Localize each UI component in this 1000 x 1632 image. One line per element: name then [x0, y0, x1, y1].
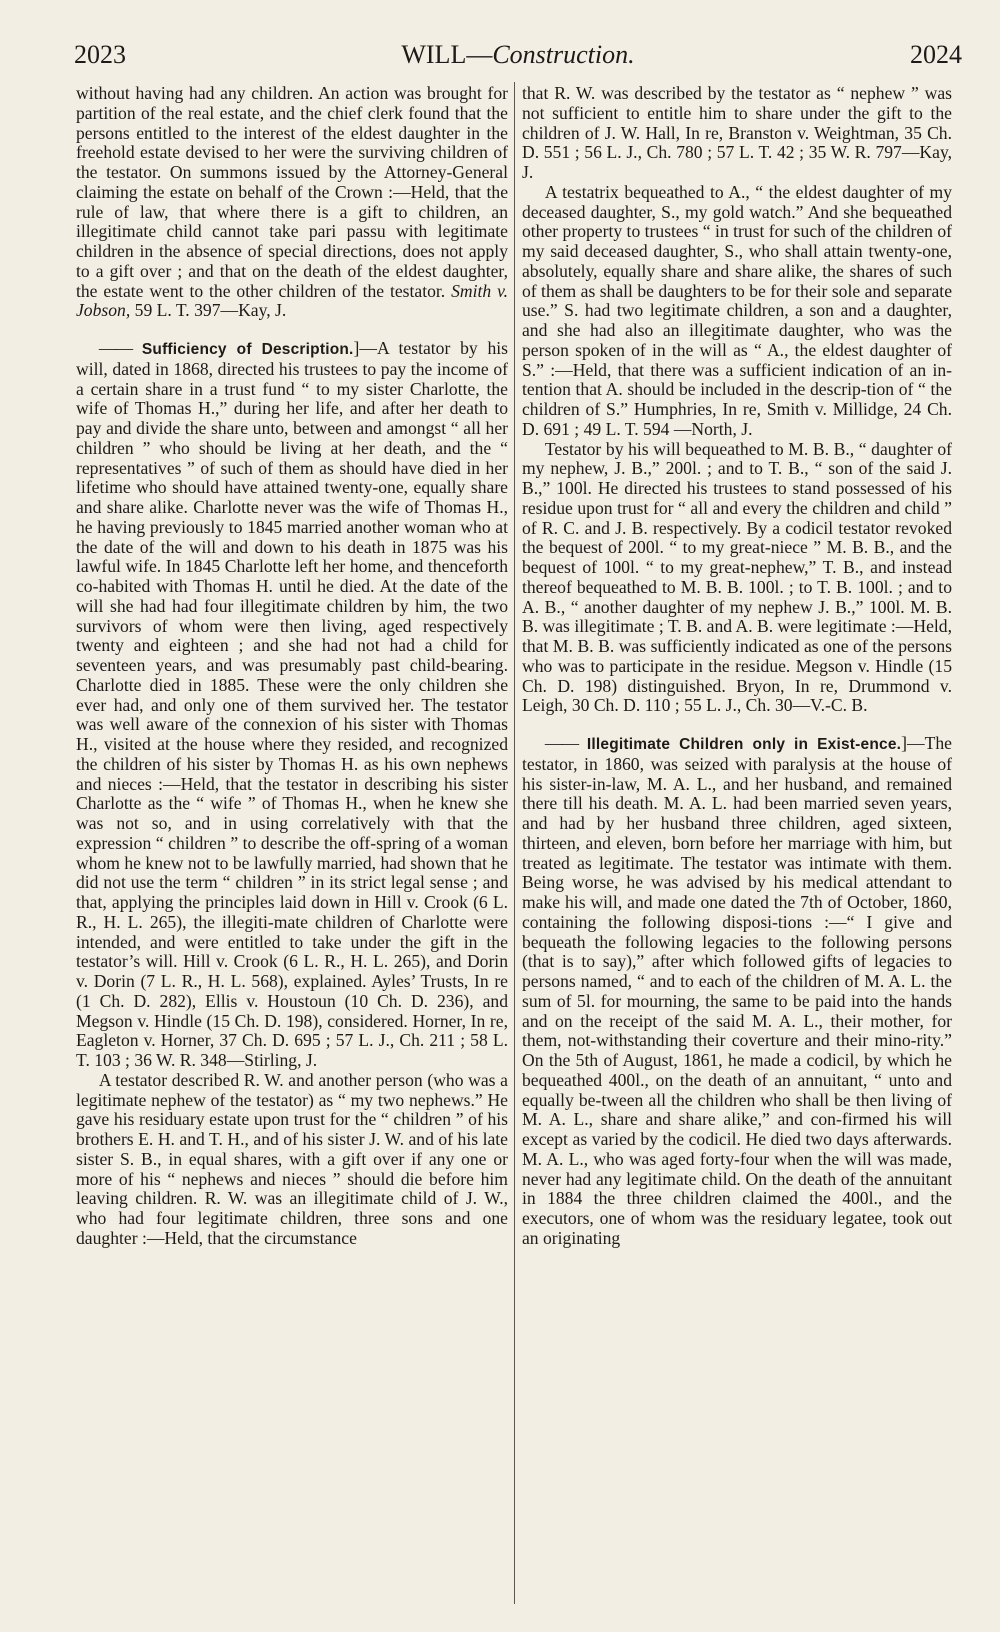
- page-number-right: 2024: [909, 40, 962, 69]
- left-paragraph-2-text: ]—A testator by his will, dated in 1868, directed his trustees to pay the income of a certain share in a trust fund “ to my sister Charlotte, the wife of Thomas H.,” during her life, and after her death to pay and divide the share unto, between and amongst “ all her children ” who should be living at her death, and the “ representatives ” of such of them as should have died in her lifetime who should have attained twenty-one, equally share and share alike. Charlotte never was the wife of Thomas H., he having previously to 1845 married another woman who at the date of the will and down to his death in 1875 was his lawful wife. In 1845 Charlotte left her home, and thenceforth co-habited with Thomas H. until he died. At the date of the will she had had four illegitimate children by him, the two survivors of whom were then living, aged respectively twenty and eighteen ; and she had not had a child for seventeen years, and was presumably past child-bearing. Charlotte died in 1885. These were the only children she ever had, and only one of them survived her. The testator was well aware of the connexion of his sister with Thomas H., visited at the house where they resided, and recognized the children of his sister by Thomas H. as his own nephews and nieces :—Held, that the testator in describing his sister Charlotte as the “ wife ” of Thomas H., when he knew she was not so, and in using correlatively with that the expression “ children ” to describe the off-spring of a woman whom he knew not to be lawfully married, had shown that he did not use the term “ children ” in its strict legal sense ; and that, applying the principles laid down in Hill v. Crook (6 L. R., H. L. 265), the illegiti-mate children of Charlotte were intended, and were entitled to take under the gift in the testator’s will. Hill v. Crook (6 L. R., H. L. 265), and Dorin v. Dorin (7 L. R., H. L. 568), explained. Ayles’ Trusts, In re (1 Ch. D. 282), Ellis v. Houstoun (10 Ch. D. 236), and Megson v. Hindle (15 Ch. D. 198), considered. Horner, In re, Eagleton v. Horner, 37 Ch. D. 695 ; 57 L. J., Ch. 211 ; 58 L. T. 103 ; 36 W. R. 348—Stirling, J.: [76, 338, 509, 1070]
- right-paragraph-4: [522, 734, 952, 1249]
- left-paragraph-1: [76, 84, 508, 321]
- right-column: [522, 84, 952, 1249]
- left-paragraph-1-text: without having had any children. An action was brought for partition of the real estate, and the chief clerk found that the persons entitled to the interest of the eldest daughter in the freehold estate devised to her were the surviving children of the testator. On summons issued by the Attorney-General claiming the estate on behalf of the Crown :—Held, that the rule of law, that where there is a gift to children, an illegitimate child cannot take pari passu with legitimate children in the absence of special directions, does not apply to a gift over ; and that on the death of the eldest daughter, the estate went to the other children of the testator.: [76, 83, 508, 301]
- section-heading-illegitimate: Illegitimate Children only in Exist-ence.: [586, 736, 902, 753]
- column-divider: [514, 82, 515, 1604]
- left-paragraph-3: A testator described R. W. and another person (who was a legitimate nephew of the testator) as “ my two nephews.” He gave his residuary estate upon trust for the “ children ” of his brothers E. H. and T. H., and of his sister J. W. and of his late sister S. B., in equal shares, with a gift over if any one or more of his “ nephews and nieces ” should die before him leaving children. R. W. was an illegitimate child of J. W., who had four legitimate children, three sons and one daughter :—Held, that the circumstance: [76, 1069, 508, 1248]
- page-number-left: 2023: [74, 40, 126, 69]
- left-paragraph-1-citation: Smith v. Jobson,: [76, 280, 508, 321]
- left-paragraph-1-citation-rest: 59 L. T. 397—Kay, J.: [130, 300, 287, 321]
- right-paragraph-3: Testator by his will bequeathed to M. B. B., “ daughter of my nephew, J. B.,” 200l. ; and to T. B., “ son of the said J. B.,” 100l. He directed his trustees to stand possessed of his residue upon trust for “ all and every the children and child ” of R. C. and J. B. respectively. By a codicil testator revoked the bequest of 200l. “ to my great-niece ” M. B. B., and the bequest of 100l. “ to my great-nephew,” T. B., and instead thereof bequeathed to M. B. B. 100l. ; to T. B. 100l. ; and to A. B., “ another daughter of my nephew J. B.,” 100l. M. B. B. was illegitimate ; T. B. and A. B. were legitimate :—Held, that M. B. B. was sufficiently indicated as one of the persons who was to participate in the residue. Megson v. Hindle (15 Ch. D. 198) distinguished. Bryon, In re, Drummond v. Leigh, 30 Ch. D. 110 ; 55 L. J., Ch. 30—V.-C. B.: [522, 438, 952, 716]
- left-column: [76, 84, 508, 1249]
- section-dash: ——: [544, 733, 579, 753]
- running-title-main: WILL—: [401, 40, 493, 69]
- right-paragraph-2: A testatrix bequeathed to A., “ the eldest daughter of my deceased daughter, S., my gold watch.” And she bequeathed other property to trustees “ in trust for such of the children of my said deceased daughter, S., who shall attain twenty-one, absolutely, equally share and share alike, the shares of such of them as shall be daughters to be for their sole and separate use.” S. had two legitimate children, a son and a daughter, and she had also an illegitimate daughter, who was the person spoken of in the will as “ A., the eldest daughter of S.” :—Held, that there was a sufficient indication of an in-tention that A. should be included in the descrip-tion of “ the children of S.” Humphries, In re, Smith v. Millidge, 24 Ch. D. 691 ; 49 L. T. 594 —North, J.: [522, 181, 952, 439]
- right-paragraph-1: that R. W. was described by the testator as “ nephew ” was not sufficient to entitle him to share under the gift to the children of J. W. Hall, In re, Branston v. Weightman, 35 Ch. D. 551 ; 56 L. J., Ch. 780 ; 57 L. T. 42 ; 35 W. R. 797—Kay, J.: [522, 83, 952, 182]
- section-heading-sufficiency: Sufficiency of Description.: [141, 341, 354, 358]
- page-header: [74, 40, 962, 74]
- running-title: [401, 40, 634, 70]
- left-paragraph-2: [76, 339, 508, 1071]
- section-dash: ——: [98, 338, 133, 358]
- right-paragraph-4-text: ]—The testator, in 1860, was seized with paralysis at the house of his sister-in-law, M. A. L., and her husband, and remained there till his death. M. A. L. had been married seven years, and had by her husband three children, aged sixteen, thirteen, and eleven, born before her marriage with him, but treated as legitimate. The testator was intimate with them. Being worse, he was advised by his medical attendant to make his will, and made one dated the 7th of October, 1860, containing the following disposi-tions :—“ I give and bequeath the following legacies to the following persons (that is to say),” after which followed gifts of legacies to persons named, “ and to each of the children of M. A. L. the sum of 5l. for mourning, the same to be paid into the hands and on the receipt of the said M. A. L., their mother, for them, not-withstanding their coverture and their mino-rity.” On the 5th of August, 1861, he made a codicil, by which he bequeathed 400l., on the death of an annuitant, “ unto and equally be-tween all the children who shall be then living of M. A. L., share and share alike,” and con-firmed his will except as varied by the codicil. He died two days afterwards. M. A. L., who was aged forty-four when the will was made, never had any legitimate child. On the death of the annuitant in 1884 the three children claimed the 400l., and the executors, one of whom was the residuary legatee, took out an originating: [522, 733, 952, 1248]
- running-title-italic: Construction.: [492, 40, 635, 69]
